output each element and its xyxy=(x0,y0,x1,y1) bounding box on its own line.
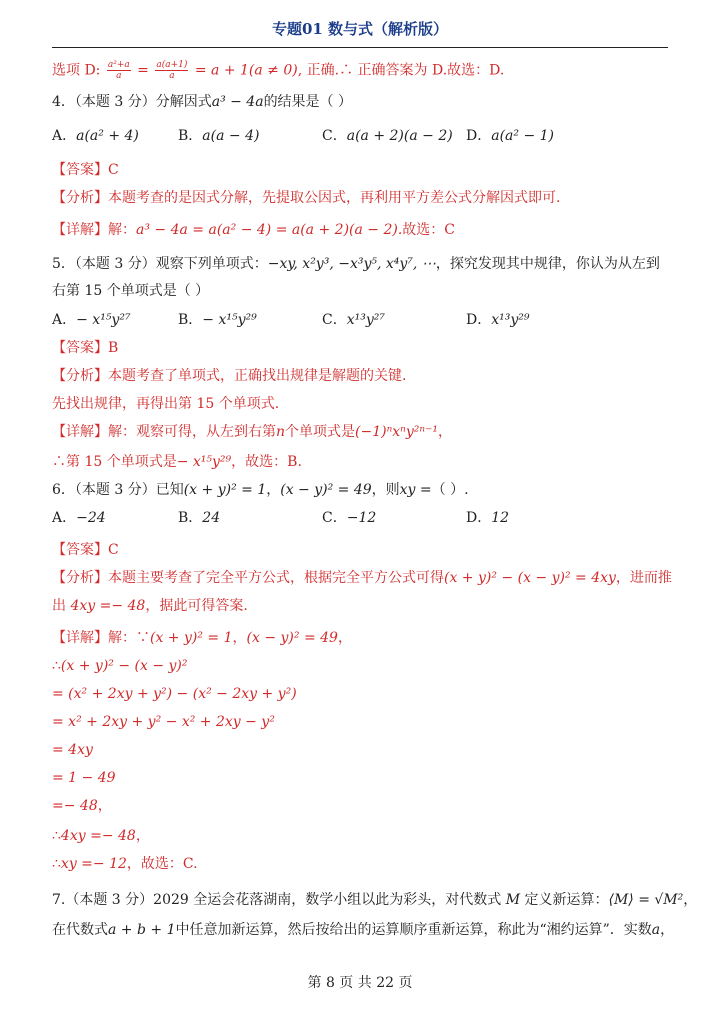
text-run: ， xyxy=(683,892,698,908)
option-c xyxy=(322,126,453,146)
text-run: ， xyxy=(660,922,675,938)
option-b xyxy=(178,126,259,146)
text-run: , 正确.∴ 正确答案为 D.故选：D. xyxy=(297,62,505,79)
option-d xyxy=(466,508,509,528)
option-b xyxy=(178,508,220,528)
text-run: 【分析】本题考查的是因式分解，先提取公因式，再利用平方差公式分解因式即可. xyxy=(52,190,561,206)
text-run: 定义新运算： xyxy=(520,892,609,908)
option-text: x¹³y²⁹ xyxy=(491,312,530,328)
option-label: C． xyxy=(322,128,347,144)
q6-step-6 xyxy=(52,796,668,816)
q6-detail xyxy=(52,628,668,648)
text-run: 【分析】本题考查了单项式，正确找出规律是解题的关键. xyxy=(52,368,407,384)
text-run: ， xyxy=(266,482,281,498)
q5-stem xyxy=(52,254,668,274)
option-text: 12 xyxy=(491,510,510,526)
math-expression: (x − y)² = 49 xyxy=(280,482,372,498)
q5-detail xyxy=(52,422,668,442)
math-expression: xy xyxy=(399,482,416,498)
text-run: 4．（本题 3 分）分解因式 xyxy=(52,94,212,110)
option-a xyxy=(52,310,131,330)
text-run: 【答案】B xyxy=(52,340,119,356)
option-label: A． xyxy=(52,312,77,328)
math-expression: 4xy =− 48 xyxy=(60,828,136,844)
header-divider xyxy=(52,47,668,48)
text-run: 在代数式 xyxy=(52,922,108,938)
fraction xyxy=(155,60,188,81)
text-run: ∴ xyxy=(52,658,61,674)
q6-step-3 xyxy=(52,712,668,732)
option-label: B． xyxy=(178,128,203,144)
math-expression: a³ − 4a = a(a² − 4) = a(a + 2)(a − 2) xyxy=(136,222,398,238)
text-run: 7.（本题 3 分）2029 全运会花落湖南，数学小组以此为彩头，对代数式 xyxy=(52,892,506,908)
option-text: a(a² − 1) xyxy=(491,128,555,144)
q6-step-7 xyxy=(52,826,668,846)
option-text: a(a² + 4) xyxy=(76,128,139,144)
text-run: 先找出规律，再得出第 15 个单项式. xyxy=(52,396,280,412)
q4-stem xyxy=(52,92,668,112)
option-a xyxy=(52,508,106,528)
text-run: 个单项式是 xyxy=(285,424,356,440)
option-c xyxy=(322,310,385,330)
option-c xyxy=(322,508,376,528)
option-label: A． xyxy=(52,128,77,144)
q4-answer xyxy=(52,160,668,180)
text-run: ∴第 15 个单项式是 xyxy=(52,454,177,470)
text-run: =（ ）. xyxy=(415,482,469,498)
text-run: ，故选：B. xyxy=(231,454,302,470)
q5-analysis-cont xyxy=(52,394,668,414)
q7-stem-cont xyxy=(52,920,675,940)
q6-step-2 xyxy=(52,684,668,704)
option-text: −24 xyxy=(76,510,106,526)
math-expression: −xy, x²y³, −x³y⁵, x⁴y⁷, ⋯ xyxy=(267,256,436,272)
prev-option-d-line xyxy=(52,60,668,81)
option-text: − x¹⁵y²⁹ xyxy=(202,312,257,328)
q5-answer xyxy=(52,338,668,358)
option-label: D． xyxy=(466,312,492,328)
page-header-title: 专题01 数与式（解析版） xyxy=(271,20,449,38)
math-expression: n xyxy=(276,424,286,440)
fraction xyxy=(107,60,131,81)
text-run: ，探究发现其中规律，你认为从左到 xyxy=(435,256,660,272)
text-run: ，故选：C. xyxy=(126,856,198,872)
text-run: = xyxy=(132,62,154,79)
text-run: ， xyxy=(135,828,150,844)
math-expression: M xyxy=(505,892,521,908)
math-expression: (x − y)² = 49 xyxy=(246,630,338,646)
text-run: ∴ xyxy=(52,828,61,844)
option-text: − x¹⁵y²⁷ xyxy=(76,312,131,328)
q5-analysis xyxy=(52,366,668,386)
option-d xyxy=(466,310,530,330)
text-run: 【答案】C xyxy=(52,542,119,558)
text-run: 【分析】本题主要考查了完全平方公式，根据完全平方公式可得 xyxy=(52,570,444,586)
page-footer: 第 8 页 共 22 页 xyxy=(307,975,413,991)
text-run: 5．（本题 3 分）观察下列单项式： xyxy=(52,256,268,272)
math-expression: =− 48 xyxy=(52,798,98,814)
text-run: 出 xyxy=(52,598,71,614)
text-run: 【答案】C xyxy=(52,162,119,178)
q6-analysis xyxy=(52,568,672,588)
text-run: ， xyxy=(232,630,247,646)
option-label: B． xyxy=(178,312,203,328)
option-d xyxy=(466,126,554,146)
q6-analysis-cont xyxy=(52,596,668,616)
math-expression: a xyxy=(651,922,661,938)
option-label: A． xyxy=(52,510,77,526)
fraction-denominator: a xyxy=(169,71,175,81)
math-expression: = a + 1(a ≠ 0) xyxy=(190,62,298,79)
fraction-numerator: a²+a xyxy=(107,60,130,70)
q6-answer xyxy=(52,540,668,560)
option-text: 24 xyxy=(202,510,221,526)
q6-step-1 xyxy=(52,656,668,676)
math-expression: (x + y)² = 1 xyxy=(150,630,233,646)
text-run: ， xyxy=(438,424,453,440)
text-run: 的结果是（ ） xyxy=(263,94,353,110)
math-expression: (x + y)² = 1 xyxy=(183,482,267,498)
math-expression: = 4xy xyxy=(52,742,93,758)
q7-stem xyxy=(52,890,698,910)
option-text: −12 xyxy=(346,510,377,526)
text-run: ，则 xyxy=(371,482,400,498)
math-expression: ⟨M⟩ = √M² xyxy=(608,892,684,908)
option-text: a(a − 4) xyxy=(202,128,260,144)
q6-step-4 xyxy=(52,740,668,760)
text-run: 右第 15 个单项式是（ ） xyxy=(52,283,210,299)
text-run: ，据此可得答案. xyxy=(145,598,248,614)
option-a xyxy=(52,126,139,146)
q6-stem xyxy=(52,480,668,500)
text-run: 【详解】解：观察可得，从左到右第 xyxy=(52,424,276,440)
option-label: B． xyxy=(178,510,203,526)
option-label: C． xyxy=(322,312,347,328)
fraction-numerator: a(a+1) xyxy=(156,60,188,70)
text-run: 选项 D: xyxy=(52,62,105,79)
math-expression: (x + y)² − (x − y)² = 4xy xyxy=(444,570,616,586)
text-run: 6．（本题 3 分）已知 xyxy=(52,482,184,498)
q6-step-8 xyxy=(52,854,668,874)
text-run: 中任意加新运算，然后按给出的运算顺序重新运算，称此为“湘约运算”．实数 xyxy=(175,922,652,938)
q6-step-5 xyxy=(52,768,668,788)
text-run: 【详解】解：∵ xyxy=(52,630,150,646)
option-b xyxy=(178,310,257,330)
text-run: .故选：C xyxy=(397,222,456,238)
option-text: a(a + 2)(a − 2) xyxy=(346,128,453,144)
text-run: 【详解】解： xyxy=(52,222,136,238)
q4-analysis xyxy=(52,188,668,208)
math-expression: a³ − 4a xyxy=(211,94,264,110)
text-run: ， xyxy=(337,630,352,646)
math-expression: 4xy =− 48 xyxy=(70,598,146,614)
text-run: ， xyxy=(97,798,112,814)
q5-stem-cont xyxy=(52,281,668,301)
fraction-denominator: a xyxy=(116,71,122,81)
option-label: D． xyxy=(466,510,492,526)
option-label: C． xyxy=(322,510,347,526)
q5-conclusion xyxy=(52,452,668,472)
math-expression: − x¹⁵y²⁹ xyxy=(176,454,232,470)
option-text: x¹³y²⁷ xyxy=(346,312,385,328)
option-label: D． xyxy=(466,128,492,144)
math-expression: = 1 − 49 xyxy=(52,770,116,786)
math-expression: = (x² + 2xy + y²) − (x² − 2xy + y²) xyxy=(52,686,297,702)
math-expression: xy =− 12 xyxy=(60,856,127,872)
math-expression: = x² + 2xy + y² − x² + 2xy − y² xyxy=(52,714,275,730)
text-run: ，进而推 xyxy=(615,570,672,586)
math-expression: a + b + 1 xyxy=(108,922,176,938)
q4-detail xyxy=(52,220,668,240)
text-run: ∴ xyxy=(52,856,61,872)
math-expression: (−1)ⁿxⁿy²ⁿ⁻¹ xyxy=(355,424,439,440)
math-expression: (x + y)² − (x − y)² xyxy=(60,658,188,674)
